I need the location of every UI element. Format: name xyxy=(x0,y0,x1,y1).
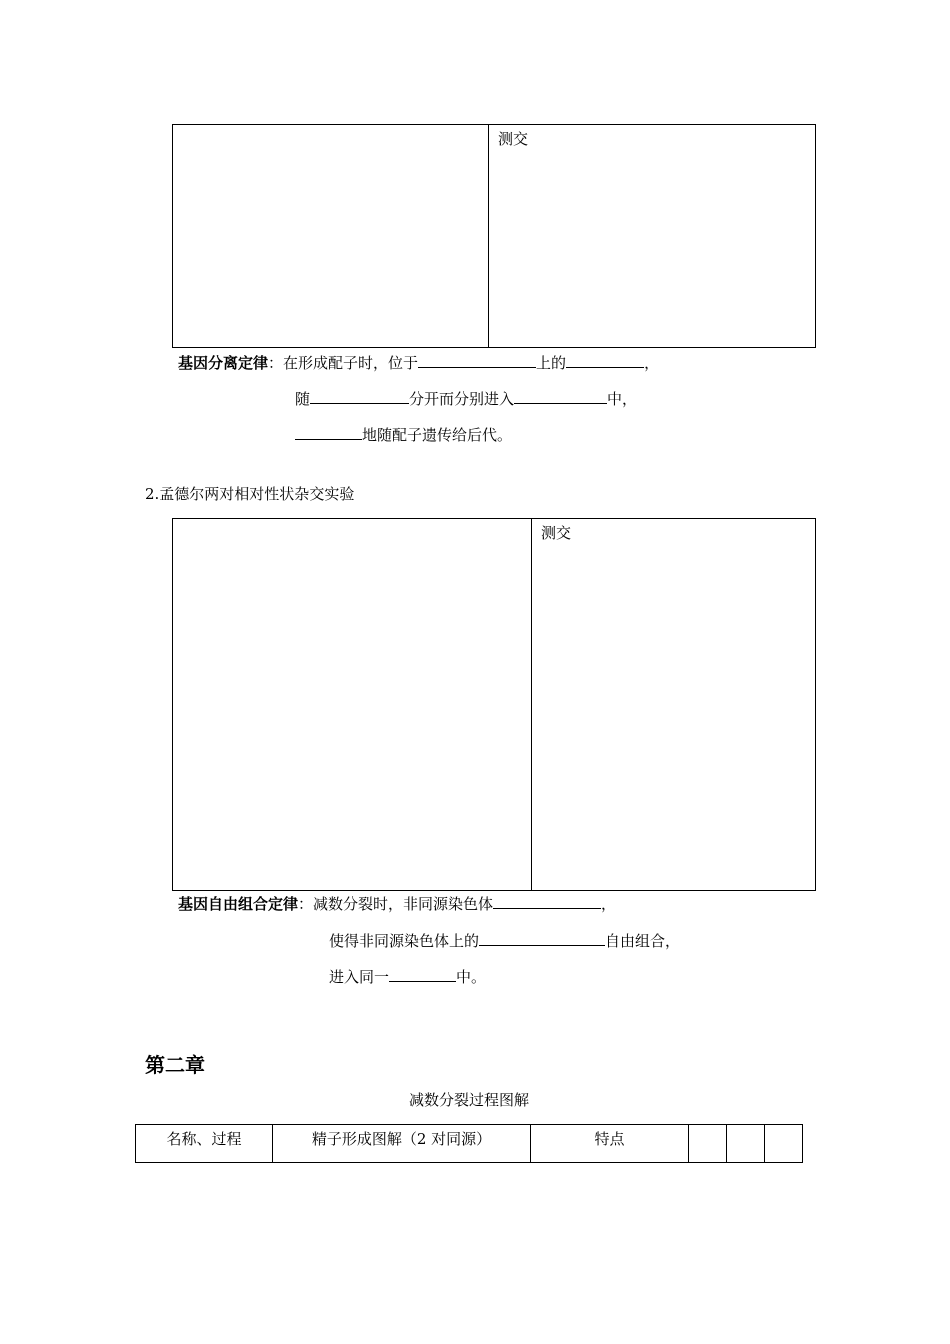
meiosis-table xyxy=(135,1124,803,1163)
independent-assortment-title: 基因自由组合定律 xyxy=(178,895,299,913)
header-cell-empty xyxy=(689,1125,727,1163)
section-2-heading: 2.孟德尔两对相对性状杂交实验 xyxy=(145,485,355,503)
segregation-law-line-1: 基因分离定律：在形成配子时，位于 上的 ， xyxy=(178,354,660,372)
header-cell-diagram: 精子形成图解（2 对同源） xyxy=(273,1125,531,1163)
independent-assortment-line-1: 基因自由组合定律：减数分裂时，非同源染色体 ， xyxy=(178,895,617,913)
test-cross-table-1 xyxy=(172,124,816,348)
test-cross-label: 测交 xyxy=(498,130,529,148)
table-divider xyxy=(531,518,532,891)
fill-blank[interactable] xyxy=(514,388,607,404)
chapter-title: 第二章 xyxy=(145,1053,205,1077)
header-cell-empty xyxy=(727,1125,765,1163)
independent-assortment-line-2: 使得非同源染色体上的 自由组合， xyxy=(329,932,681,950)
header-cell-name: 名称、过程 xyxy=(136,1125,273,1163)
header-cell-features: 特点 xyxy=(531,1125,689,1163)
fill-blank[interactable] xyxy=(389,966,456,982)
fill-blank[interactable] xyxy=(310,388,409,404)
fill-blank[interactable] xyxy=(479,930,605,946)
fill-blank[interactable] xyxy=(493,893,601,909)
fill-blank[interactable] xyxy=(295,424,362,440)
table-header-row xyxy=(136,1125,803,1163)
fill-blank[interactable] xyxy=(418,352,536,368)
independent-assortment-line-3: 进入同一 中。 xyxy=(329,968,487,986)
segregation-law-line-2: 随 分开而分别进入 中， xyxy=(295,390,638,408)
segregation-law-line-3: 地随配子遗传给后代。 xyxy=(295,424,512,445)
table-caption: 减数分裂过程图解 xyxy=(409,1091,530,1109)
fill-blank[interactable] xyxy=(566,352,644,368)
header-cell-empty xyxy=(765,1125,803,1163)
test-cross-label: 测交 xyxy=(541,524,572,542)
segregation-law-title: 基因分离定律 xyxy=(178,354,269,372)
test-cross-table-2 xyxy=(172,518,816,891)
table-divider xyxy=(488,124,489,348)
